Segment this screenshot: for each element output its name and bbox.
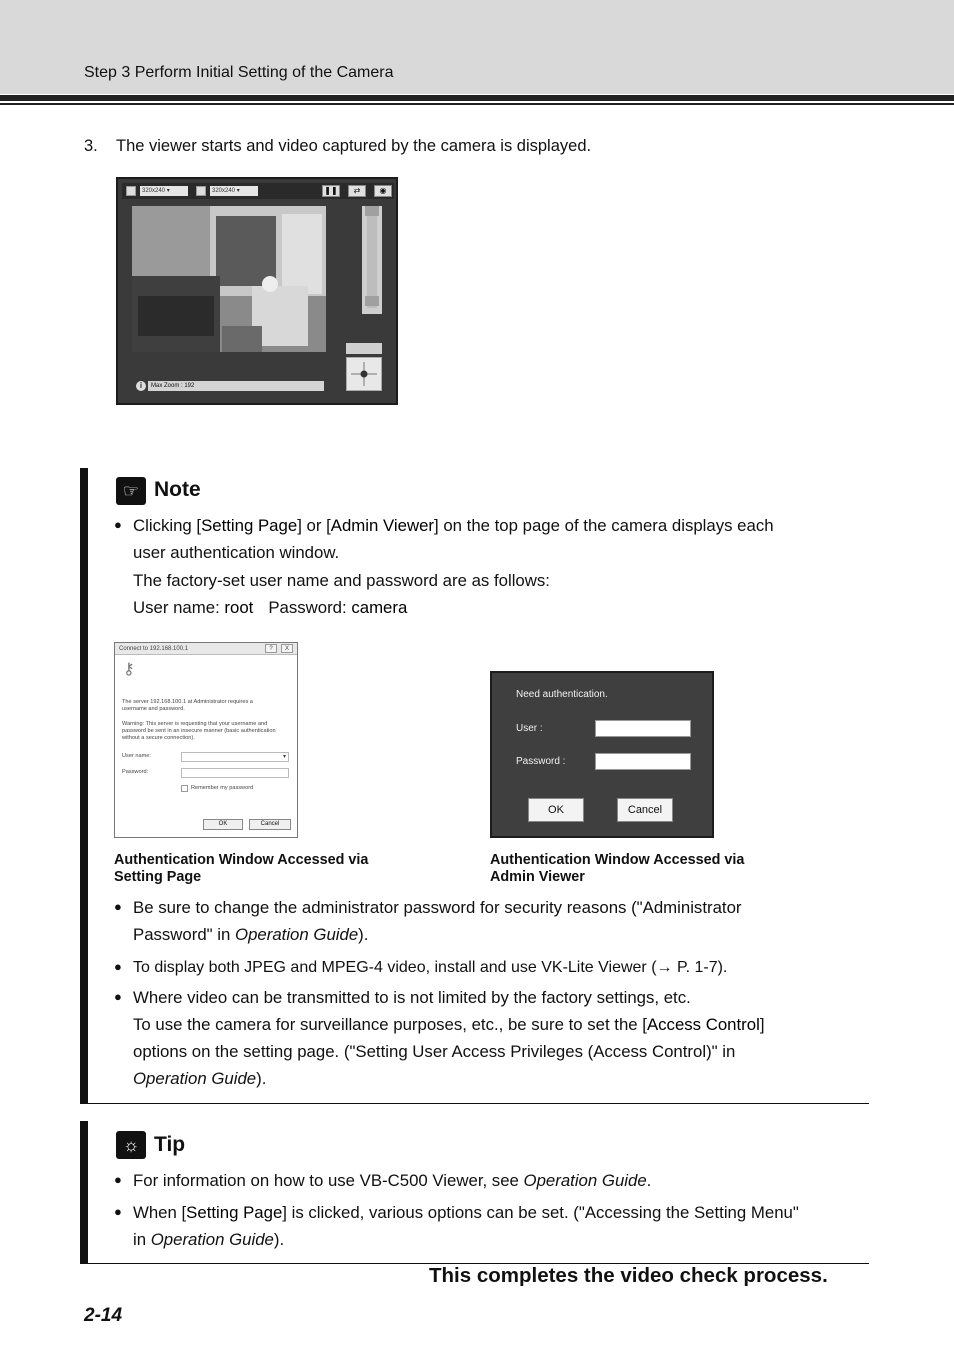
username-field[interactable]: [181, 752, 289, 762]
tip-title: Tip: [154, 1133, 186, 1156]
caption-setting-page: [114, 852, 368, 886]
tip-lightbulb-icon: ☼: [116, 1131, 146, 1159]
page-number: 2-14: [84, 1305, 123, 1326]
viewer-screenshot: [116, 177, 398, 405]
note-title: Note: [154, 478, 201, 501]
viewer-status-bar: [132, 381, 326, 392]
help-button[interactable]: ?: [265, 644, 277, 653]
completion-statement: This completes the video check process.: [429, 1264, 828, 1287]
ok-button[interactable]: OK: [528, 798, 584, 822]
tip-bullet-1-line-1: For information on how to use VB-C500 Viewer, see Operation Guide.: [133, 1171, 652, 1190]
note-bottom-rule: [80, 1103, 869, 1104]
keys-icon: ⚷: [123, 661, 135, 678]
caption-line: Setting Page: [114, 869, 202, 885]
zoom-slider[interactable]: [362, 206, 382, 314]
dialog-title: Need authentication.: [516, 689, 608, 700]
right-arrow-icon: →: [656, 959, 673, 976]
bullet-dot: ●: [114, 1204, 122, 1219]
note-bullet-3-line-1: To display both JPEG and MPEG-4 video, install and use VK-Lite Viewer (→ P. 1-7).: [133, 959, 728, 976]
note-bullet-1-line-2: user authentication window.: [133, 543, 340, 562]
info-icon: i: [136, 381, 146, 391]
password-label: Password :: [516, 756, 566, 767]
swap-button[interactable]: ⇄: [348, 185, 366, 197]
display-size-icon: [196, 186, 206, 196]
note-bullet-1-line-1: Clicking [Setting Page] or [Admin Viewer] on the top page of the camera displays each: [133, 516, 774, 535]
auth-dialog-admin-viewer: [490, 671, 714, 838]
close-button[interactable]: X: [281, 644, 293, 653]
password-field[interactable]: [595, 753, 691, 770]
dialog-warning-line: password be sent in an insecure manner (basic authentication: [122, 728, 276, 734]
header-rule-thick: [0, 95, 954, 101]
ok-button[interactable]: OK: [203, 819, 243, 830]
note-bullet-4-line-2: To use the camera for surveillance purposes, etc., be sure to set the [Access Control]: [133, 1015, 765, 1034]
dialog-message-line: The server 192.168.100.1 at Administrator requires a: [122, 699, 253, 705]
dialog-warning-line: Warning: This server is requesting that your username and: [122, 721, 268, 727]
note-bullet-2-line-1: Be sure to change the administrator password for security reasons ("Administrator: [133, 898, 742, 917]
video-display: [132, 206, 326, 352]
tip-bullet-2-line-1: When [Setting Page] is clicked, various options can be set. ("Accessing the Setting Menu": [133, 1203, 799, 1222]
dialog-message-line: username and password.: [122, 706, 185, 712]
note-bullet-4-line-3: options on the setting page. ("Setting User Access Privileges (Access Control)" in: [133, 1042, 736, 1061]
bullet-dot: ●: [114, 1172, 122, 1187]
user-label: User :: [516, 723, 543, 734]
viewer-toolbar: [122, 183, 394, 199]
note-side-bar: [80, 468, 88, 1103]
pan-tilt-pad[interactable]: [346, 357, 382, 391]
dropdown-arrow-icon: ▾: [282, 754, 286, 760]
pause-button[interactable]: ❚❚: [322, 185, 340, 197]
backlight-button[interactable]: [346, 343, 382, 354]
note-bullet-1-line-3: The factory-set user name and password are as follows:: [133, 571, 550, 590]
bullet-dot: ●: [114, 959, 122, 974]
remember-label: Remember my password: [191, 785, 254, 791]
caption-line: Admin Viewer: [490, 869, 585, 885]
note-bullet-4-line-1: Where video can be transmitted to is not limited by the factory settings, etc.: [133, 988, 691, 1007]
note-bullet-2-line-2: Password" in Operation Guide).: [133, 925, 369, 944]
step-text: The viewer starts and video captured by the camera is displayed.: [116, 137, 592, 155]
caption-line: Authentication Window Accessed via: [490, 852, 745, 868]
caption-line: Authentication Window Accessed via: [114, 852, 369, 868]
display-size-select[interactable]: 320x240 ▾: [210, 186, 258, 196]
snapshot-button[interactable]: ◉: [374, 185, 392, 197]
cancel-button[interactable]: Cancel: [617, 798, 673, 822]
auth-dialog-setting-page: [114, 642, 298, 838]
user-field[interactable]: [595, 720, 691, 737]
dialog-warning-line: without a secure connection).: [122, 735, 195, 741]
bullet-dot: ●: [114, 899, 122, 914]
note-bullet-4-line-4: Operation Guide).: [133, 1069, 267, 1088]
password-field[interactable]: [181, 768, 289, 778]
username-label: User name:: [122, 753, 151, 759]
dialog-title-bar: Connect to 192.168.100.1: [115, 643, 297, 655]
bullet-dot: ●: [114, 989, 122, 1004]
password-label: Password:: [122, 769, 149, 775]
note-pointing-hand-icon: ☞: [116, 477, 146, 505]
image-size-select[interactable]: 320x240 ▾: [140, 186, 188, 196]
viewer-status-text: Max Zoom : 192: [148, 381, 324, 391]
caption-admin-viewer: [490, 852, 744, 886]
note-bullet-1-line-4: User name: root Password: camera: [133, 598, 408, 617]
bullet-dot: ●: [114, 517, 122, 532]
header-rule-thin: [0, 103, 954, 105]
page-header-title: Step 3 Perform Initial Setting of the Camera: [84, 64, 394, 81]
tip-bullet-2-line-2: in Operation Guide).: [133, 1230, 285, 1249]
tip-side-bar: [80, 1121, 88, 1263]
step-number: 3.: [84, 137, 98, 155]
remember-checkbox[interactable]: [181, 785, 188, 792]
cancel-button[interactable]: Cancel: [249, 819, 291, 830]
image-size-icon: [126, 186, 136, 196]
